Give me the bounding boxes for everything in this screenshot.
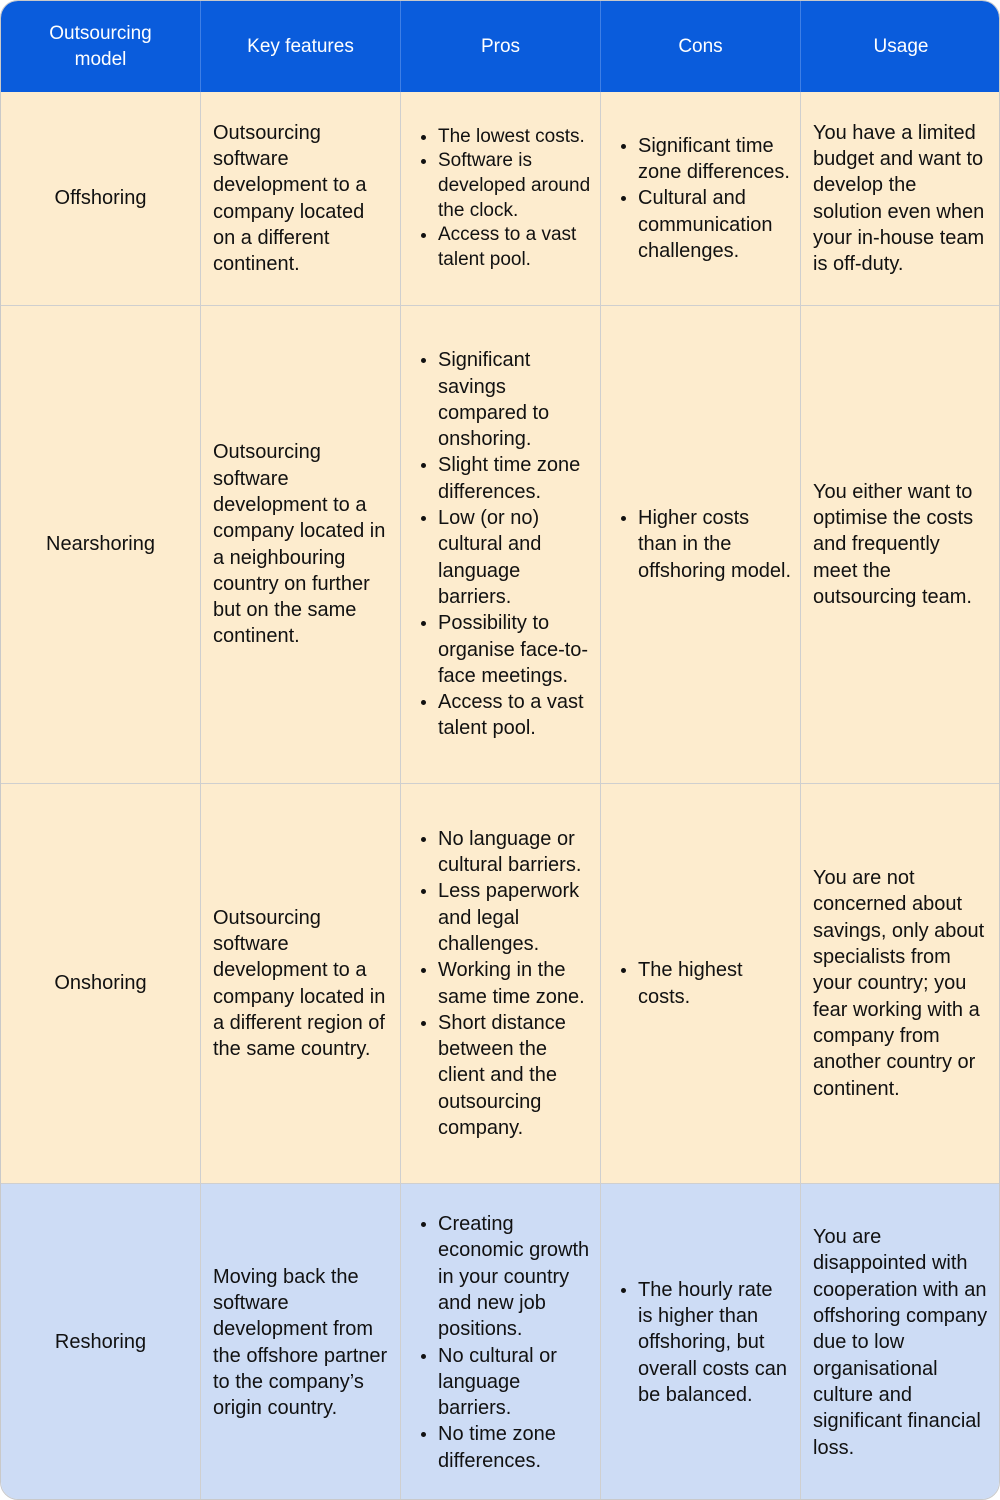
header-label: Usage xyxy=(873,35,929,57)
header-label: Key features xyxy=(247,35,354,57)
list-item: Significant savings compared to onshoring. xyxy=(417,347,592,452)
list-item: Higher costs than in the offshoring model. xyxy=(617,505,792,584)
pros-list xyxy=(417,347,592,741)
list-item: The highest costs. xyxy=(617,957,792,1010)
list-item: Significant time zone differences. xyxy=(617,133,792,186)
features-text: Outsourcing software development to a company located in a neighbouring country on further but on the same continent. xyxy=(213,441,386,648)
list-item: Possibility to organise face-to-face meetings. xyxy=(417,610,592,689)
header-label: Outsourcing model xyxy=(49,22,152,70)
list-item: Short distance between the client and the outsourcing company. xyxy=(417,1010,592,1141)
list-item: Working in the same time zone. xyxy=(417,957,592,1010)
features-text: Outsourcing software development to a company located on a different continent. xyxy=(213,121,367,276)
list-item: Access to a vast talent pool. xyxy=(417,689,592,742)
usage-cell xyxy=(801,1184,1000,1500)
header-cons xyxy=(601,1,801,92)
cons-list xyxy=(617,133,792,264)
features-text: Moving back the software development from the offshore partner to the company’s origin country. xyxy=(213,1265,388,1420)
list-item: The lowest costs. xyxy=(417,125,592,150)
usage-cell xyxy=(801,784,1000,1184)
cons-cell xyxy=(601,784,801,1184)
header-label: Cons xyxy=(678,35,723,57)
list-item: Software is developed around the clock. xyxy=(417,149,592,223)
pros-cell xyxy=(401,92,601,306)
cons-list xyxy=(617,957,792,1010)
model-cell-nearshoring xyxy=(1,306,201,784)
list-item: Low (or no) cultural and language barriers. xyxy=(417,505,592,610)
usage-text: You are not concerned about savings, only about specialists from your country; you fear working with a company from another country or continent. xyxy=(813,867,985,1100)
features-cell xyxy=(201,92,401,306)
list-item: No time zone differences. xyxy=(417,1421,592,1474)
features-text: Outsourcing software development to a company located in a different region of the same country. xyxy=(213,906,386,1061)
usage-cell xyxy=(801,92,1000,306)
header-key-features xyxy=(201,1,401,92)
features-cell xyxy=(201,784,401,1184)
model-cell-onshoring xyxy=(1,784,201,1184)
list-item: Less paperwork and legal challenges. xyxy=(417,878,592,957)
model-name: Onshoring xyxy=(54,972,147,995)
list-item: Slight time zone differences. xyxy=(417,452,592,505)
usage-text: You have a limited budget and want to develop the solution even when your in-house team is off-duty. xyxy=(813,121,985,276)
list-item: Cultural and communication challenges. xyxy=(617,185,792,264)
model-cell-reshoring xyxy=(1,1184,201,1500)
usage-cell xyxy=(801,306,1000,784)
model-name: Offshoring xyxy=(54,187,147,210)
list-item: No language or cultural barriers. xyxy=(417,826,592,879)
pros-cell xyxy=(401,306,601,784)
list-item: The hourly rate is higher than offshoring, but overall costs can be balanced. xyxy=(617,1277,792,1408)
features-cell xyxy=(201,1184,401,1500)
model-cell-offshoring xyxy=(1,92,201,306)
header-usage xyxy=(801,1,1000,92)
list-item: Creating economic growth in your country and new job positions. xyxy=(417,1211,592,1342)
pros-list xyxy=(417,1211,592,1474)
cons-cell xyxy=(601,92,801,306)
cons-cell xyxy=(601,306,801,784)
header-label: Pros xyxy=(480,35,521,57)
cons-list xyxy=(617,505,792,584)
usage-text: You either want to optimise the costs and frequently meet the outsourcing team. xyxy=(813,480,974,608)
model-name: Nearshoring xyxy=(46,533,155,556)
cons-cell xyxy=(601,1184,801,1500)
pros-cell xyxy=(401,784,601,1184)
model-name: Reshoring xyxy=(54,1331,147,1354)
usage-text: You are disappointed with cooperation with an offshoring company due to low organisational culture and significant financial loss. xyxy=(813,1226,988,1459)
header-outsourcing-model xyxy=(1,1,201,92)
pros-list xyxy=(417,826,592,1142)
features-cell xyxy=(201,306,401,784)
pros-list xyxy=(417,125,592,273)
list-item: Access to a vast talent pool. xyxy=(417,223,592,272)
pros-cell xyxy=(401,1184,601,1500)
cons-list xyxy=(617,1277,792,1408)
list-item: No cultural or language barriers. xyxy=(417,1343,592,1422)
header-pros xyxy=(401,1,601,92)
